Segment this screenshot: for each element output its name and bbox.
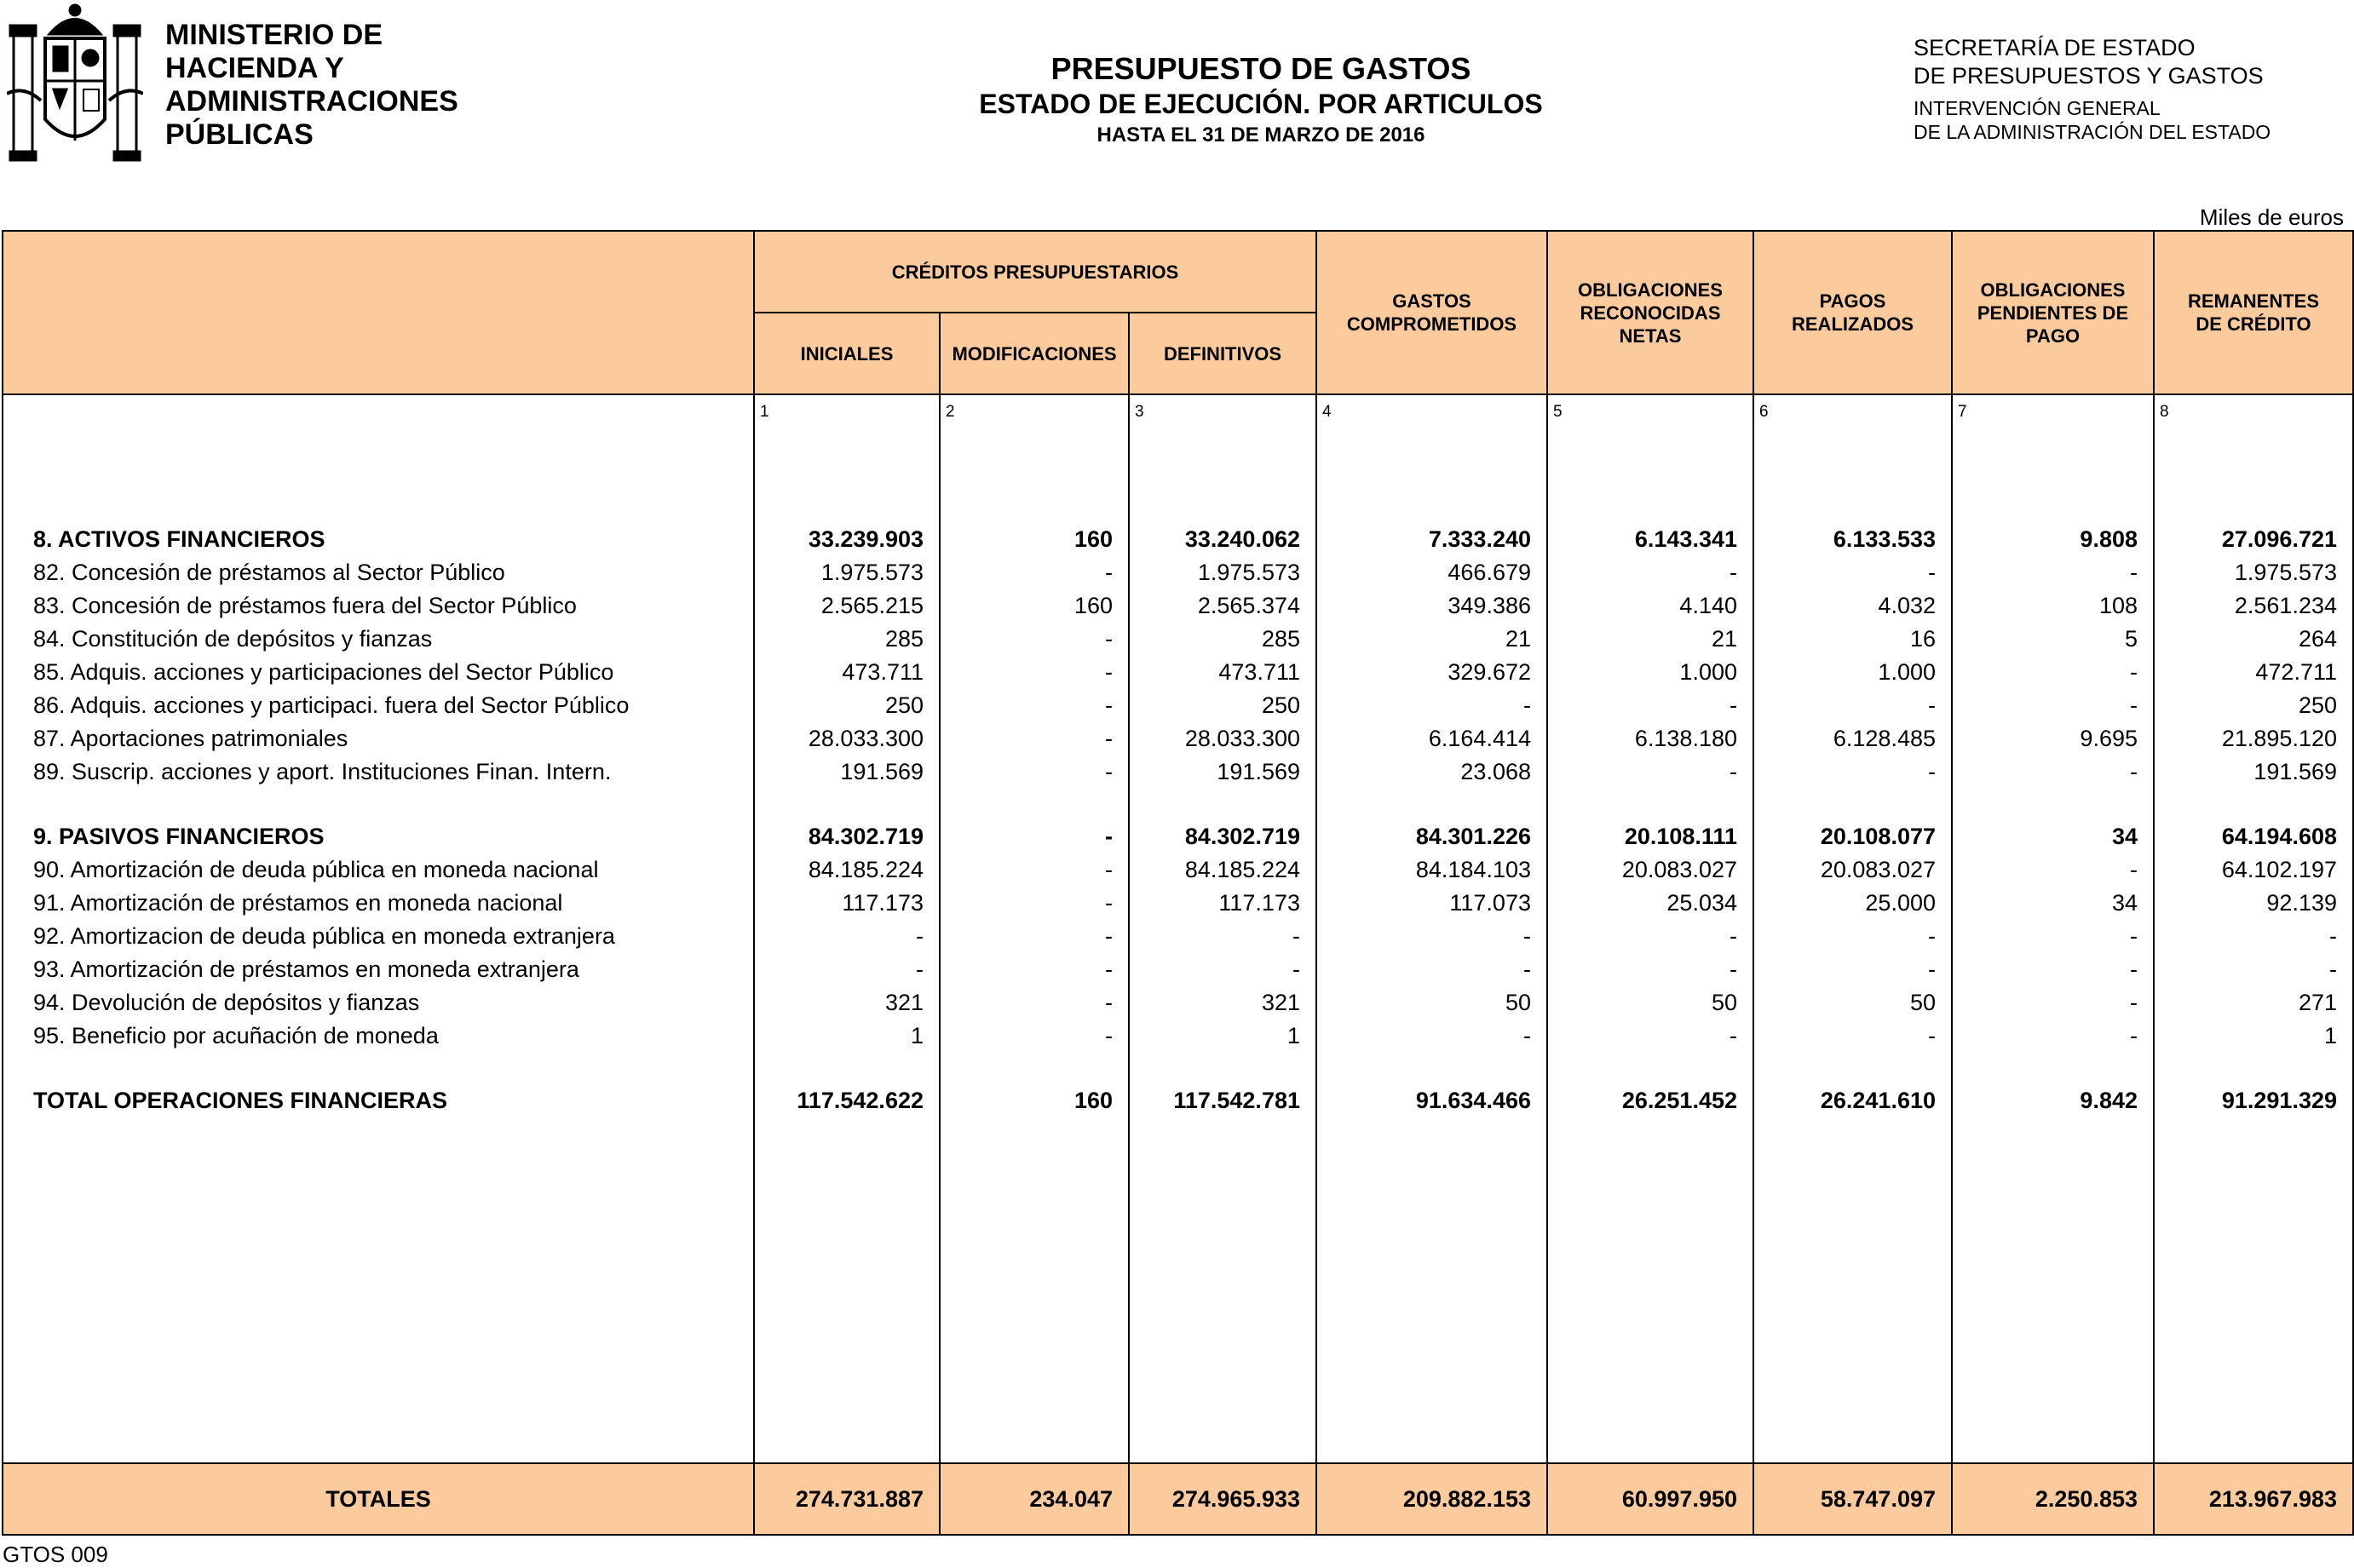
cell-value: 191.569 — [1217, 759, 1300, 784]
cell-value: 2.565.374 — [1197, 593, 1300, 618]
ministry-name — [165, 19, 458, 152]
cell-value: 191.569 — [840, 759, 924, 784]
cell-value: 466.679 — [1448, 560, 1531, 585]
cell-value: 250 — [1261, 692, 1300, 718]
budget-table — [2, 230, 2354, 1536]
col-header-remanentes: REMANENTES DE CRÉDITO — [2154, 231, 2353, 394]
cell-value: 64.102.197 — [2221, 857, 2337, 882]
cell-value: - — [1105, 824, 1113, 849]
cell-value: 6.164.414 — [1428, 726, 1531, 751]
column-number: 7 — [1958, 403, 1967, 421]
cell-value: 6.138.180 — [1634, 726, 1737, 751]
cell-value: 250 — [884, 692, 924, 718]
cell-value: 1.975.573 — [820, 560, 924, 585]
cell-value: - — [1730, 759, 1737, 784]
column-number: 2 — [946, 403, 955, 421]
cell-value: 84.302.719 — [808, 824, 924, 849]
data-column — [1753, 394, 1952, 1463]
cell-value: 26.241.610 — [1820, 1088, 1936, 1113]
cell-value: 2.561.234 — [2234, 593, 2337, 618]
cell-value: 349.386 — [1448, 593, 1531, 618]
cell-value: 1.000 — [1679, 659, 1737, 685]
cell-value: 1.975.573 — [1197, 560, 1300, 585]
cell-value: 160 — [1073, 1088, 1113, 1113]
data-column — [1547, 394, 1753, 1463]
cell-value: 1 — [2323, 1023, 2337, 1048]
cell-value: 27.096.721 — [2221, 526, 2337, 552]
cell-value: - — [916, 956, 924, 982]
cell-value: - — [2130, 990, 2138, 1015]
cell-value: 25.000 — [1865, 890, 1936, 916]
cell-value: 329.672 — [1448, 659, 1531, 685]
cell-value: 250 — [2298, 692, 2337, 718]
cell-value: 6.133.533 — [1833, 526, 1936, 552]
ministry-line: HACIENDA Y — [165, 52, 344, 84]
cell-value: 91.291.329 — [2221, 1088, 2337, 1113]
report-date: HASTA EL 31 DE MARZO DE 2016 — [1096, 123, 1425, 146]
row-label: 9. PASIVOS FINANCIEROS — [33, 824, 325, 849]
row-label: 84. Constitución de depósitos y fianzas — [33, 626, 433, 652]
cell-value: 23.068 — [1460, 759, 1531, 784]
cell-value: 1.000 — [1878, 659, 1936, 685]
col-header-definitivos: DEFINITIVOS — [1129, 313, 1316, 394]
data-column — [754, 394, 940, 1463]
cell-value: 473.711 — [842, 659, 924, 685]
cell-value: 160 — [1073, 526, 1113, 552]
creditos-group-header: CRÉDITOS PRESUPUESTARIOS — [754, 231, 1316, 313]
cell-value: - — [1105, 692, 1113, 718]
cell-value: - — [1105, 890, 1113, 916]
row-label: 86. Adquis. acciones y participaci. fuera del Sector Público — [33, 692, 630, 718]
cell-value: 9.695 — [2080, 726, 2138, 751]
row-label: TOTAL OPERACIONES FINANCIERAS — [33, 1088, 448, 1113]
cell-value: - — [1105, 923, 1113, 949]
data-column — [940, 394, 1129, 1463]
cell-value: 321 — [884, 990, 924, 1015]
cell-value: 473.711 — [1218, 659, 1300, 685]
totals-value: 58.747.097 — [1753, 1463, 1952, 1535]
ministry-line: MINISTERIO DE — [165, 19, 383, 51]
coat-of-arms-logo — [7, 0, 143, 164]
units-label: Miles de euros — [2199, 204, 2344, 230]
cell-value: - — [2130, 759, 2138, 784]
cell-value: 271 — [2298, 990, 2337, 1015]
cell-value: 4.140 — [1679, 593, 1737, 618]
cell-value: 108 — [2098, 593, 2138, 618]
cell-value: - — [1523, 1023, 1531, 1048]
data-column — [1952, 394, 2154, 1463]
cell-value: - — [2130, 560, 2138, 585]
totals-value: 274.731.887 — [754, 1463, 940, 1535]
cell-value: 28.033.300 — [1184, 726, 1300, 751]
totals-label: TOTALES — [3, 1463, 754, 1535]
cell-value: 50 — [1711, 990, 1737, 1015]
cell-value: - — [1523, 692, 1531, 718]
cell-value: 33.240.062 — [1184, 526, 1300, 552]
cell-value: 34 — [2111, 824, 2138, 849]
column-number: 4 — [1322, 403, 1332, 421]
cell-value: 472.711 — [2255, 659, 2337, 685]
cell-value: - — [1523, 956, 1531, 982]
data-column — [1129, 394, 1316, 1463]
cell-value: - — [1523, 923, 1531, 949]
ministry-line: ADMINISTRACIONES — [165, 85, 458, 118]
data-column — [1316, 394, 1547, 1463]
cell-value: 117.542.622 — [797, 1088, 924, 1113]
cell-value: 84.184.103 — [1415, 857, 1531, 882]
cell-value: 92.139 — [2266, 890, 2337, 916]
cell-value: - — [1105, 1023, 1113, 1048]
cell-value: - — [2130, 659, 2138, 685]
secretaria-line: DE PRESUPUESTOS Y GASTOS — [1914, 63, 2264, 89]
cell-value: 50 — [1909, 990, 1936, 1015]
cell-value: 6.128.485 — [1833, 726, 1936, 751]
cell-value: - — [1292, 956, 1300, 982]
cell-value: 1.975.573 — [2234, 560, 2337, 585]
cell-value: - — [1928, 759, 1936, 784]
cell-value: - — [1730, 1023, 1737, 1048]
column-number: 5 — [1553, 403, 1563, 421]
cell-value: - — [1928, 692, 1936, 718]
secretaria-block — [1914, 34, 2271, 144]
row-label: 82. Concesión de préstamos al Sector Público — [33, 560, 505, 585]
cell-value: 50 — [1505, 990, 1531, 1015]
cell-value: - — [1105, 626, 1113, 652]
cell-value: - — [1105, 759, 1113, 784]
cell-value: 117.073 — [1449, 890, 1531, 916]
cell-value: 285 — [884, 626, 924, 652]
totals-value: 234.047 — [940, 1463, 1129, 1535]
intervencion-line: DE LA ADMINISTRACIÓN DEL ESTADO — [1914, 121, 2271, 143]
cell-value: - — [1105, 726, 1113, 751]
row-label: 8. ACTIVOS FINANCIEROS — [33, 526, 325, 552]
col-header-modificaciones: MODIFICACIONES — [940, 313, 1129, 394]
row-label: 94. Devolución de depósitos y fianzas — [33, 990, 420, 1015]
col-header-pendientes: OBLIGACIONES PENDIENTES DE PAGO — [1952, 231, 2154, 394]
row-label: 90. Amortización de deuda pública en moneda nacional — [33, 857, 599, 882]
row-label: 92. Amortizacion de deuda pública en moneda extranjera — [33, 923, 615, 949]
row-label: 83. Concesión de préstamos fuera del Sector Público — [33, 593, 577, 618]
cell-value: - — [2130, 923, 2138, 949]
cell-value: - — [1928, 560, 1936, 585]
cell-value: - — [1105, 990, 1113, 1015]
cell-value: - — [1105, 857, 1113, 882]
cell-value: 117.173 — [1218, 890, 1300, 916]
cell-value: 21.895.120 — [2221, 726, 2337, 751]
cell-value: 28.033.300 — [808, 726, 924, 751]
col-header-comprometidos: GASTOS COMPROMETIDOS — [1316, 231, 1547, 394]
row-label: 91. Amortización de préstamos en moneda nacional — [33, 890, 563, 916]
cell-value: - — [2130, 857, 2138, 882]
cell-value: 9.808 — [2080, 526, 2138, 552]
totals-row — [3, 1463, 2353, 1535]
cell-value: 21 — [1711, 626, 1737, 652]
cell-value: - — [1730, 692, 1737, 718]
cell-value: - — [2130, 956, 2138, 982]
data-column — [2154, 394, 2353, 1463]
cell-value: - — [2130, 692, 2138, 718]
totals-value: 2.250.853 — [1952, 1463, 2154, 1535]
row-label: 95. Beneficio por acuñación de moneda — [33, 1023, 439, 1048]
cell-value: 16 — [1909, 626, 1936, 652]
cell-value: 21 — [1505, 626, 1531, 652]
cell-value: - — [1105, 560, 1113, 585]
column-number: 3 — [1135, 403, 1144, 421]
secretaria-line: SECRETARÍA DE ESTADO — [1914, 35, 2196, 60]
column-number: 1 — [760, 403, 769, 421]
cell-value: 20.083.027 — [1820, 857, 1936, 882]
ministry-line: PÚBLICAS — [165, 118, 314, 151]
footer-code: GTOS 009 — [3, 1542, 108, 1567]
cell-value: 34 — [2111, 890, 2138, 916]
report-title-block — [750, 51, 1772, 150]
cell-value: - — [1928, 1023, 1936, 1048]
col-header-obligaciones: OBLIGACIONES RECONOCIDAS NETAS — [1547, 231, 1753, 394]
cell-value: 84.302.719 — [1184, 824, 1300, 849]
cell-value: 2.565.215 — [820, 593, 924, 618]
cell-value: 191.569 — [2253, 759, 2337, 784]
row-label: 85. Adquis. acciones y participaciones del Sector Público — [33, 659, 614, 685]
cell-value: 84.301.226 — [1415, 824, 1531, 849]
cell-value: 33.239.903 — [808, 526, 924, 552]
report-subtitle: ESTADO DE EJECUCIÓN. POR ARTICULOS — [979, 89, 1543, 119]
cell-value: 6.143.341 — [1634, 526, 1737, 552]
cell-value: - — [2329, 923, 2337, 949]
totals-value: 209.882.153 — [1316, 1463, 1547, 1535]
cell-value: 160 — [1073, 593, 1113, 618]
row-label: 89. Suscrip. acciones y aport. Instituciones Finan. Intern. — [33, 759, 612, 784]
cell-value: - — [2329, 956, 2337, 982]
cell-value: 84.185.224 — [808, 857, 924, 882]
cell-value: 64.194.608 — [2221, 824, 2337, 849]
totals-value: 213.967.983 — [2154, 1463, 2353, 1535]
cell-value: 1 — [910, 1023, 924, 1048]
cell-value: 20.108.111 — [1624, 824, 1737, 849]
row-labels-column — [3, 394, 754, 1463]
cell-value: - — [916, 923, 924, 949]
cell-value: - — [2130, 1023, 2138, 1048]
cell-value: 321 — [1261, 990, 1300, 1015]
cell-value: 5 — [2124, 626, 2138, 652]
intervencion-line: INTERVENCIÓN GENERAL — [1914, 97, 2161, 119]
report-title: PRESUPUESTO DE GASTOS — [1050, 51, 1471, 86]
column-number: 8 — [2160, 403, 2169, 421]
column-number: 6 — [1759, 403, 1769, 421]
cell-value: - — [1105, 956, 1113, 982]
totals-value: 274.965.933 — [1129, 1463, 1316, 1535]
cell-value: 285 — [1261, 626, 1300, 652]
cell-value: 9.842 — [2080, 1088, 2138, 1113]
cell-value: - — [1730, 560, 1737, 585]
cell-value: 117.173 — [842, 890, 924, 916]
cell-value: 7.333.240 — [1428, 526, 1531, 552]
row-label: 93. Amortización de préstamos en moneda extranjera — [33, 956, 579, 982]
header-blank-cell — [3, 231, 754, 394]
cell-value: 20.108.077 — [1820, 824, 1936, 849]
cell-value: - — [1928, 923, 1936, 949]
cell-value: 20.083.027 — [1621, 857, 1737, 882]
cell-value: 117.542.781 — [1173, 1088, 1300, 1113]
cell-value: - — [1292, 923, 1300, 949]
cell-value: 25.034 — [1666, 890, 1737, 916]
cell-value: - — [1730, 923, 1737, 949]
cell-value: - — [1928, 956, 1936, 982]
cell-value: 264 — [2298, 626, 2337, 652]
cell-value: - — [1730, 956, 1737, 982]
col-header-iniciales: INICIALES — [754, 313, 940, 394]
cell-value: 91.634.466 — [1415, 1088, 1531, 1113]
row-label: 87. Aportaciones patrimoniales — [33, 726, 348, 751]
cell-value: - — [1105, 659, 1113, 685]
cell-value: 1 — [1286, 1023, 1300, 1048]
cell-value: 4.032 — [1878, 593, 1936, 618]
totals-value: 60.997.950 — [1547, 1463, 1753, 1535]
cell-value: 26.251.452 — [1621, 1088, 1737, 1113]
col-header-pagos: PAGOS REALIZADOS — [1753, 231, 1952, 394]
cell-value: 84.185.224 — [1184, 857, 1300, 882]
